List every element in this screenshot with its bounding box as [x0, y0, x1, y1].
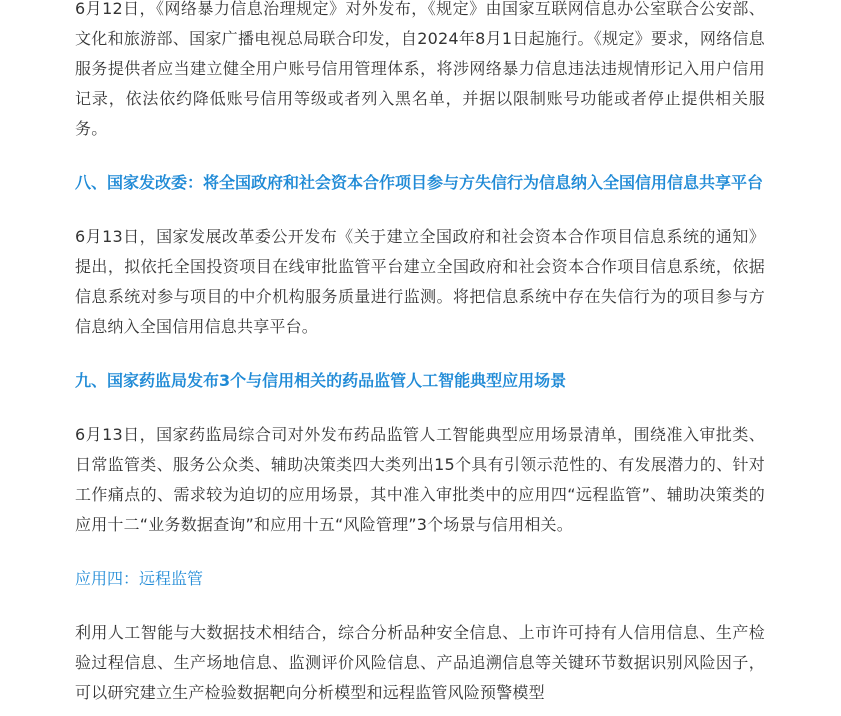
paragraph-remote-supervision: 利用人工智能与大数据技术相结合，综合分析品种安全信息、上市许可持有人信用信息、生产检验过程信息、生产场地信息、监测评价风险信息、产品追溯信息等关键环节数据识别风险因子，可以研究建立生产检验数据靶向分析模型和远程监管风险预警模型	[75, 623, 765, 702]
section-heading-nmpa: 九、国家药监局发布3个与信用相关的药品监管人工智能典型应用场景	[75, 371, 567, 390]
spacer	[75, 396, 765, 420]
spacer	[75, 540, 765, 564]
subheading-remote-supervision: 应用四：远程监管	[75, 569, 204, 588]
paragraph-ppp-system: 6月13日，国家发展改革委公开发布《关于建立全国政府和社会资本合作项目信息系统的通知》提出，拟依托全国投资项目在线审批监管平台建立全国政府和社会资本合作项目信息系统，依据信息系统对参与项目的中介机构服务质量进行监测。将把信息系统中存在失信行为的项目参与方信息纳入全国信用信息共享平台。	[75, 227, 765, 336]
article-body	[75, 0, 765, 708]
section-heading-ndrc: 八、国家发改委：将全国政府和社会资本合作项目参与方失信行为信息纳入全国信用信息共享平台	[75, 173, 764, 192]
spacer	[75, 144, 765, 168]
spacer	[75, 198, 765, 222]
spacer	[75, 594, 765, 618]
paragraph-ai-scenarios: 6月13日，国家药监局综合司对外发布药品监管人工智能典型应用场景清单，围绕准入审批类、日常监管类、服务公众类、辅助决策类四大类列出15个具有引领示范性的、有发展潜力的、针对工作痛点的、需求较为迫切的应用场景，其中准入审批类中的应用四“远程监管”、辅助决策类的应用十二“业务数据查询”和应用十五“风险管理”3个场景与信用相关。	[75, 425, 765, 534]
spacer	[75, 342, 765, 366]
paragraph-cyberviolence-rules: 6月12日，《网络暴力信息治理规定》对外发布，《规定》由国家互联网信息办公室联合公安部、文化和旅游部、国家广播电视总局联合印发，自2024年8月1日起施行。《规定》要求，网络信息服务提供者应当建立健全用户账号信用管理体系，将涉网络暴力信息违法违规情形记入用户信用记录，依法依约降低账号信用等级或者列入黑名单，并据以限制账号功能或者停止提供相关服务。	[75, 0, 765, 138]
